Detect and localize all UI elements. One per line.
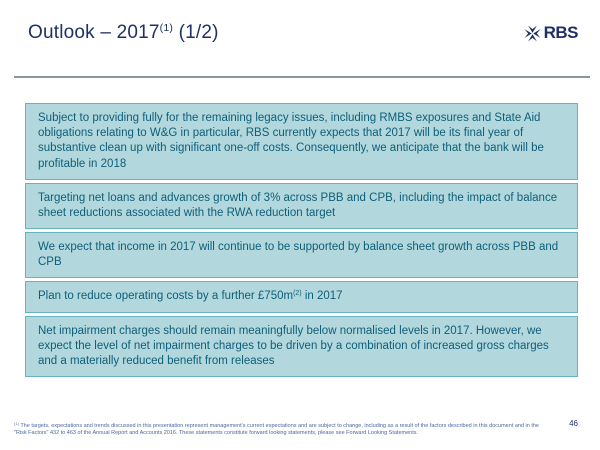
outlook-box-text-suffix: in 2017 xyxy=(301,290,343,303)
outlook-box-income xyxy=(25,232,578,278)
outlook-box-text: Plan to reduce operating costs by a further £750m xyxy=(38,290,294,303)
page-title-footnote-marker: (1) xyxy=(159,22,174,34)
outlook-box-legacy-issues xyxy=(25,103,578,180)
outlook-box-text: We expect that income in 2017 will continue to be supported by balance sheet growth across PBB and CPB xyxy=(38,241,559,269)
rbs-daisywheel-icon xyxy=(523,24,542,43)
outlook-box-text: Subject to providing fully for the remaining legacy issues, including RMBS exposures and State Aid obligations relating to W&G in particular, RBS currently expects that 2017 will be its final year of substantive clean up with significant one-off costs. Consequently, we anticipate that the bank will be profitable in 2018 xyxy=(38,112,544,170)
page-title xyxy=(28,22,219,44)
page-number: 46 xyxy=(569,419,578,428)
outlook-box-impairment xyxy=(25,316,578,378)
outlook-box-operating-costs xyxy=(25,281,578,312)
outlook-box-loans-growth xyxy=(25,183,578,229)
outlook-box-text: Net impairment charges should remain meaningfully below normalised levels in 2017. However, we expect the level of net impairment charges to be driven by a combination of increased gross charges and a materially reduced benefit from releases xyxy=(38,324,549,367)
footnote-text: The targets, expectations and trends discussed in this presentation represent management's current expectations and are subject to change, including as a result of the factors described in this document and in the "Risk Factors" 432 to 463 of the Annual Report and Accounts 2016. These statements constitute forward looking statements, please see Forward Looking Statements. xyxy=(14,423,539,436)
outlook-box-text: Targeting net loans and advances growth of 3% across PBB and CPB, including the impact of balance sheet reductions associated with the RWA reduction target xyxy=(38,191,558,219)
page-title-suffix: (1/2) xyxy=(173,22,219,43)
rbs-logo-text: RBS xyxy=(543,23,578,42)
outlook-box-footnote-marker: (2) xyxy=(293,290,302,298)
rbs-logo xyxy=(523,23,578,43)
page-title-text: Outlook – 2017 xyxy=(28,22,160,43)
outlook-statements xyxy=(25,103,578,377)
footnote xyxy=(14,423,542,437)
title-divider xyxy=(14,76,590,78)
footnote-marker: (1) xyxy=(14,421,19,426)
